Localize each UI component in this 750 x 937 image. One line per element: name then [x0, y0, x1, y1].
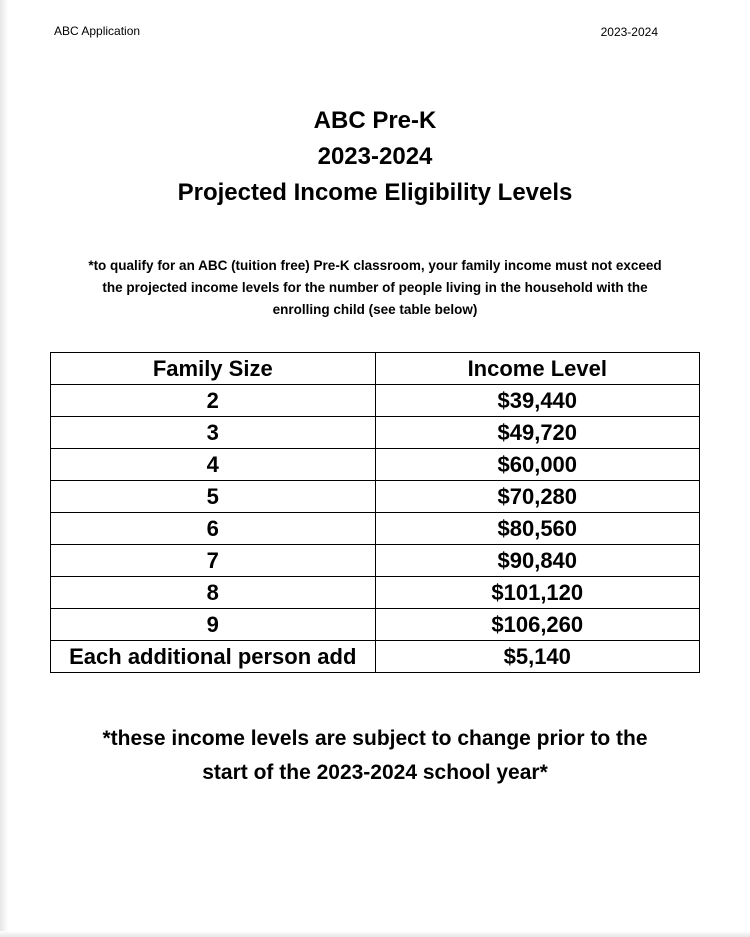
- income-level-cell: $49,720: [375, 417, 699, 449]
- family-size-cell: 8: [51, 577, 376, 609]
- family-size-cell: 7: [51, 545, 376, 577]
- eligibility-intro: [54, 255, 696, 321]
- header-income-level: Income Level: [375, 353, 699, 385]
- page-bottom-shadow: [0, 931, 750, 937]
- header-application-label: ABC Application: [54, 24, 141, 38]
- income-level-cell: $39,440: [375, 385, 699, 417]
- intro-line: enrolling child (see table below): [272, 302, 478, 317]
- additional-income-cell: $5,140: [375, 641, 699, 673]
- family-size-cell: 9: [51, 609, 376, 641]
- intro-line: *to qualify for an ABC (tuition free) Pre-K classroom, your family income must not exceed: [88, 258, 662, 273]
- table-row: [51, 417, 700, 449]
- additional-person-cell: Each additional person add: [51, 641, 376, 673]
- title-block: [0, 103, 750, 211]
- table-header-row: [51, 353, 700, 385]
- income-level-cell: $80,560: [375, 513, 699, 545]
- table-row: [51, 385, 700, 417]
- intro-line: the projected income levels for the number of people living in the household with the: [102, 280, 648, 295]
- income-level-cell: $101,120: [375, 577, 699, 609]
- income-level-cell: $60,000: [375, 449, 699, 481]
- family-size-cell: 6: [51, 513, 376, 545]
- table-row-additional: [51, 641, 700, 673]
- title-program: ABC Pre-K: [313, 107, 437, 134]
- table-row: [51, 481, 700, 513]
- income-level-cell: $70,280: [375, 481, 699, 513]
- change-disclaimer: [0, 722, 750, 790]
- title-subject: Projected Income Eligibility Levels: [177, 179, 573, 206]
- table-row: [51, 513, 700, 545]
- title-year: 2023-2024: [317, 143, 433, 170]
- family-size-cell: 2: [51, 385, 376, 417]
- table-row: [51, 609, 700, 641]
- footnote-line: start of the 2023-2024 school year*: [202, 761, 548, 784]
- family-size-cell: 4: [51, 449, 376, 481]
- family-size-cell: 5: [51, 481, 376, 513]
- header-family-size: Family Size: [51, 353, 376, 385]
- income-eligibility-table: [50, 352, 700, 673]
- income-level-cell: $90,840: [375, 545, 699, 577]
- footnote-line: *these income levels are subject to change prior to the: [102, 727, 648, 750]
- table-row: [51, 577, 700, 609]
- table-row: [51, 449, 700, 481]
- header-year-label: 2023-2024: [600, 25, 658, 39]
- income-level-cell: $106,260: [375, 609, 699, 641]
- table-row: [51, 545, 700, 577]
- family-size-cell: 3: [51, 417, 376, 449]
